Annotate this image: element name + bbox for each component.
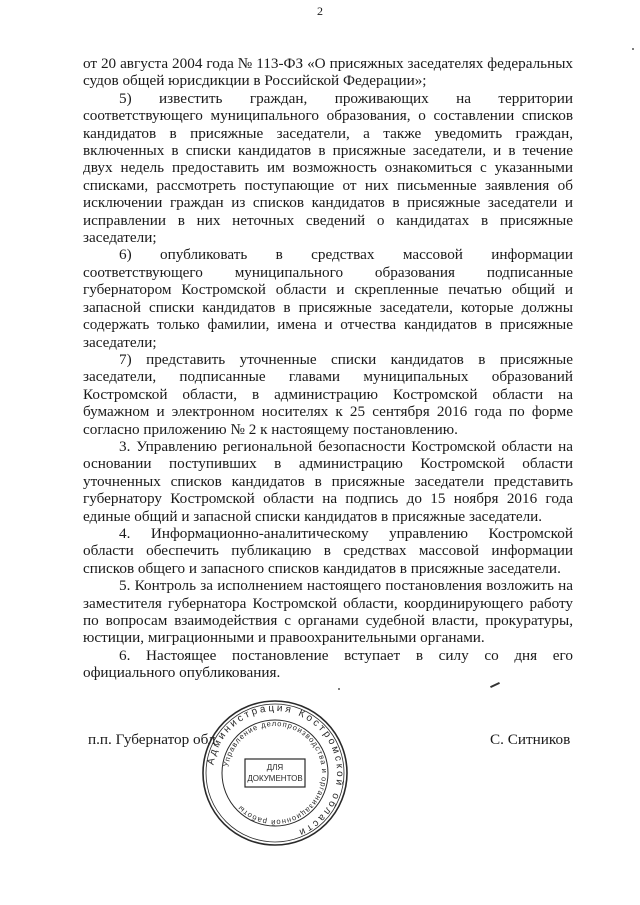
seal-inner-text: Управление делопроизводства и организационной работы bbox=[221, 718, 330, 828]
seal-outer-text: Администрация Костромской области bbox=[205, 702, 346, 839]
page-number: 2 bbox=[317, 4, 323, 18]
paragraph-clause-6: 6. Настоящее постановление вступает в силу со дня его официального опубликования. bbox=[83, 646, 573, 682]
paragraph-item-7-submit: 7) представить уточненные списки кандидатов в присяжные заседатели, подписанные главами муниципальных образований Костромской области, в администрацию Костромской области на бумажном и электронном носителях к 25 сентября 2016 года по форме согласно приложению № 2 к настоящему постановлению. bbox=[83, 350, 573, 438]
document-body bbox=[83, 55, 573, 682]
paragraph-law-reference: от 20 августа 2004 года № 113-ФЗ «О присяжных заседателях федеральных судов общей юрисдикции в Российской Федерации»; bbox=[83, 55, 573, 90]
paragraph-clause-3: 3. Управлению региональной безопасности Костромской области на основании поступивших в администрацию Костромской области уточненных списков кандидатов в присяжные заседатели представить губернатору Костромской области на подпись до 15 ноября 2016 года единые общий и запасной списки кандидатов в присяжные заседатели. bbox=[83, 437, 573, 525]
speck-mark bbox=[338, 688, 340, 690]
official-seal bbox=[200, 698, 350, 848]
paragraph-clause-5: 5. Контроль за исполнением настоящего постановления возложить на заместителя губернатора Костромской области, координирующего работу по вопросам взаимодействия с органами судебной власти, прокуратуры, юстиции, миграционными и правоохранительными органами. bbox=[83, 577, 573, 647]
paragraph-clause-4: 4. Информационно-аналитическому управлению Костромской области обеспечить публикацию в средствах массовой информации списков общего и запасного списков кандидатов в присяжные заседатели. bbox=[83, 524, 573, 577]
signature-name: С. Ситников bbox=[490, 731, 571, 748]
speck-mark bbox=[632, 48, 634, 50]
paragraph-item-6-publish: 6) опубликовать в средствах массовой информации соответствующего муниципального образования подписанные губернатором Костромской области и скрепленные печатью общий и запасной списки кандидатов в присяжные заседатели, которые должны содержать только фамилии, имена и отчества кандидатов в присяжные заседатели; bbox=[83, 246, 573, 351]
pen-mark bbox=[490, 682, 500, 688]
seal-center-line2: ДОКУМЕНТОВ bbox=[247, 774, 303, 783]
signature-title: п.п. Губернатор обл bbox=[88, 731, 216, 748]
seal-center-line1: ДЛЯ bbox=[266, 763, 284, 772]
paragraph-item-5-notify: 5) известить граждан, проживающих на территории соответствующего муниципального образования, о составлении списков кандидатов в присяжные заседатели, а также уведомить граждан, включенных в списки кандидатов в присяжные заседатели, и в течение двух недель предоставить им возможность ознакомиться с указанными списками, рассмотреть поступающие от них письменные заявления об исключении граждан из списков кандидатов в присяжные заседатели и исправлении в них неточных сведений о кандидатах в присяжные заседатели; bbox=[83, 89, 573, 247]
